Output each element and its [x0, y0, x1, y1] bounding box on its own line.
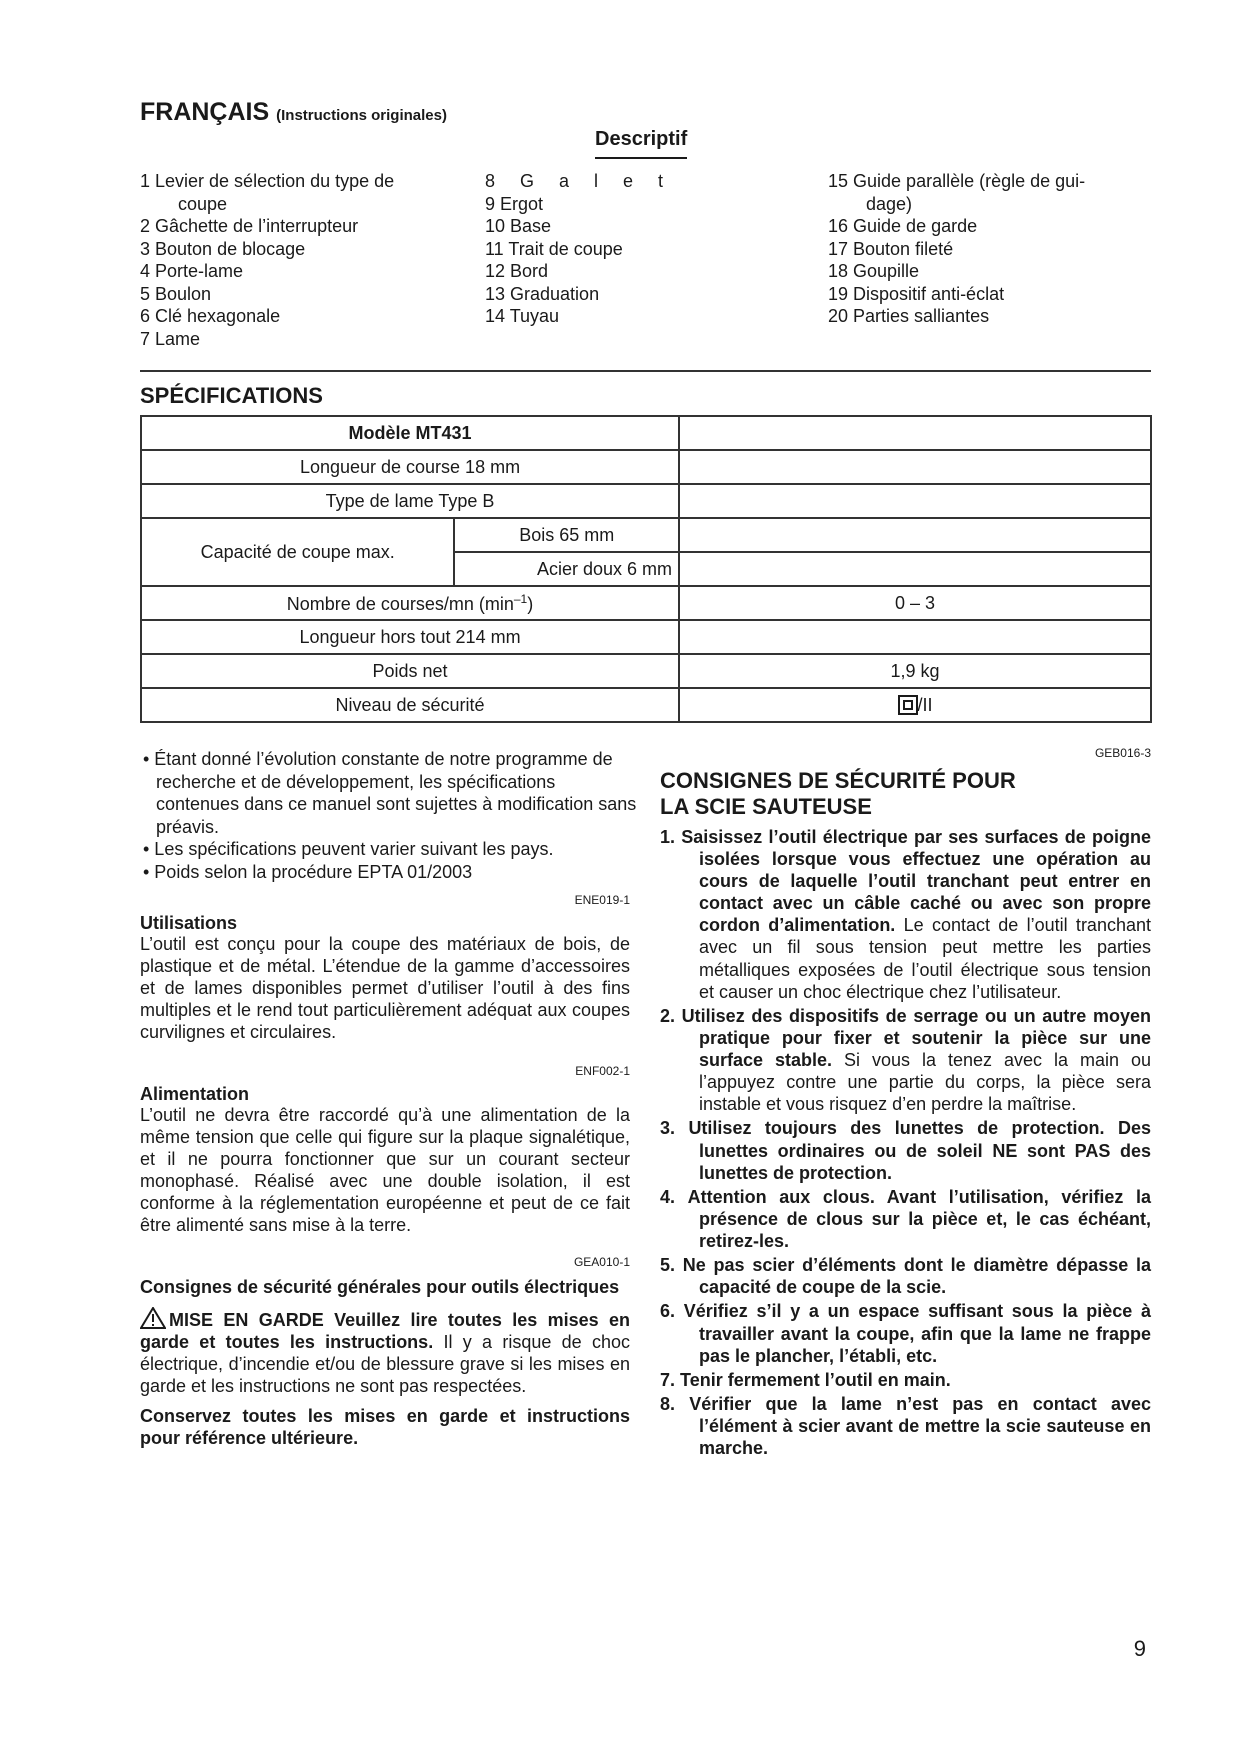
legend-item: 20 Parties salliantes [828, 306, 990, 326]
table-row [141, 484, 1151, 518]
item-number: 4. [660, 1186, 676, 1207]
legend-item: 3 Bouton de blocage [140, 238, 306, 259]
utilisations-section [140, 893, 630, 1044]
spec-note: • Les spécifications peuvent varier suivant les pays. [143, 839, 554, 859]
item-number: 2. [660, 1005, 676, 1026]
general-warning-text: Il y a risque de choc électrique, d’incendie et/ou de blessure grave si les mises en garde et les instructions ne sont pas respectées. [140, 1331, 630, 1396]
spec-weight-value: 1,9 kg [679, 654, 1151, 688]
section-code: ENE019-1 [574, 893, 630, 907]
language-subtitle: (Instructions originales) [276, 107, 447, 124]
consignes-list [660, 826, 1151, 1460]
section-divider [140, 370, 1151, 372]
descriptif-title: Descriptif [595, 128, 687, 159]
spm-label-sup: –1 [513, 591, 528, 606]
spec-spm-label [141, 586, 679, 620]
table-row [141, 654, 1151, 688]
item-text: Le contact de l’outil tranchant avec un fil sous tension peut mettre les parties métalliques exposées de l’outil électrique sous tension et causer un choc électrique chez l’utilisateur. [699, 915, 1151, 1002]
table-row [141, 450, 1151, 484]
item-bold: Ne pas scier d’éléments dont le diamètre dépasse la capacité de coupe de la scie. [682, 1255, 1151, 1298]
item-bold: Utilisez des dispositifs de serrage ou un autre moyen pratique pour fixer et soutenir la pièce sur une surface stable. [681, 1005, 1151, 1071]
spec-weight-label: Poids net [141, 654, 679, 688]
general-keep: Conservez toutes les mises en garde et instructions pour référence ultérieure. [140, 1405, 630, 1448]
spec-model: Modèle MT431 [141, 416, 679, 450]
spec-overall-length: Longueur hors tout 214 mm [141, 620, 679, 654]
page-number: 9 [1133, 1636, 1146, 1661]
item-bold: Vérifier que la lame n’est pas en contact avec l’élément à scier avant de mettre la scie sauteuse en marche. [689, 1393, 1151, 1459]
item-text: Si vous la tenez avec la main ou l’appuyez contre une partie du corps, la pièce sera instable et vous risquez d’en perdre la maîtrise. [699, 1050, 1151, 1115]
specs-title: SPÉCIFICATIONS [140, 383, 323, 408]
language-title: FRANÇAIS [140, 98, 270, 126]
legend-item: 2 Gâchette de l’interrupteur [140, 216, 359, 236]
legend-item: 18 Goupille [828, 261, 920, 281]
list-item [660, 1186, 1151, 1252]
table-row [141, 620, 1151, 654]
table-row [141, 416, 1151, 450]
legend-col-3 [828, 170, 1148, 328]
list-item [660, 1393, 1151, 1459]
spec-note: • Étant donné l’évolution constante de notre programme de recherche et de développement, les spécifications contenues dans ce manuel sont sujettes à modification sans préavis. [143, 749, 637, 837]
spec-spm-value: 0 – 3 [679, 586, 1151, 620]
item-bold: Tenir fermement l’outil en main. [680, 1369, 951, 1390]
specs-table [140, 415, 1152, 723]
item-bold: Saisissez l’outil électrique par ses surfaces de poigne isolées lorsque vous effectuez une opération au cours de laquelle l’outil tranchant peut entrer en contact avec un câble caché ou avec son propre cordon d’alimentation. [681, 826, 1151, 936]
legend-item: 1 Levier de sélection du type de [140, 171, 395, 191]
general-warning [140, 1307, 630, 1398]
section-code: ENF002-1 [575, 1064, 630, 1078]
spec-empty-cell [679, 620, 1151, 654]
spec-empty-cell [679, 552, 1151, 586]
legend-item: 5 Boulon [140, 283, 212, 304]
double-insulation-icon [898, 695, 918, 715]
general-safety-title: Consignes de sécurité générales pour outils électriques [140, 1277, 620, 1297]
legend-item: 7 Lame [140, 328, 201, 349]
table-row [141, 518, 1151, 552]
consignes-title: CONSIGNES DE SÉCURITÉ POUR LA SCIE SAUTEUSE [660, 768, 1016, 820]
legend-item: 15 Guide parallèle (règle de gui- [828, 171, 1086, 191]
spec-notes [140, 748, 640, 883]
spec-blade-type: Type de lame Type B [141, 484, 679, 518]
spec-safety-value: /II [917, 694, 933, 715]
legend-item: 4 Porte-lame [140, 261, 244, 281]
spec-capacity-label: Capacité de coupe max. [141, 518, 454, 586]
spec-empty-cell [679, 416, 1151, 450]
legend-item: 10 Base [485, 216, 552, 236]
utilisations-text: L’outil est conçu pour la coupe des matériaux de bois, de plastique et de métal. L’étendue de la gamme d’accessoires et de lames disponibles permet d’utiliser l’outil à des fins multiples et le rend tout particulièrement adéquat aux coupes curvilignes et circulaires. [140, 934, 630, 1042]
spec-safety-label: Niveau de sécurité [141, 688, 679, 722]
legend-item: 11 Trait de coupe [485, 238, 623, 259]
legend-item: coupe [178, 193, 228, 214]
legend-item: 12 Bord [485, 261, 549, 281]
spm-label-close: ) [527, 593, 534, 614]
item-number: 5. [660, 1255, 676, 1276]
table-row [141, 688, 1151, 722]
item-number: 6. [660, 1301, 676, 1322]
table-row [141, 586, 1151, 620]
language-heading [140, 98, 447, 127]
alimentation-text: L’outil ne devra être raccordé qu’à une alimentation de la même tension que celle qui figure sur la plaque signalétique, et il ne pourra fonctionner que sur un courant secteur monophasé. Réalisé avec une double isolation, il est conforme à la réglementation européenne et peut de ce fait être alimenté sans mise à la terre. [140, 1105, 630, 1235]
legend-item: 16 Guide de garde [828, 216, 978, 236]
item-number: 3. [660, 1118, 676, 1139]
list-item [660, 1005, 1151, 1116]
alimentation-section [140, 1064, 630, 1237]
consignes-section [660, 746, 1151, 1461]
list-item [660, 1254, 1151, 1298]
item-number: 1. [660, 826, 676, 847]
legend-item: 8 G a l e t [485, 171, 664, 191]
item-bold: Vérifiez s’il y a un espace suffisant sous la pièce à travailler avant la coupe, afin que la lame ne frappe pas le plancher, l’établi, etc. [683, 1301, 1151, 1366]
legend-item: 17 Bouton fileté [828, 238, 954, 259]
warning-triangle-icon [140, 1307, 166, 1329]
general-warning-bold: MISE EN GARDE Veuillez lire toutes les mises en garde et toutes les instructions. [140, 1309, 630, 1352]
list-item [660, 1300, 1151, 1366]
general-safety-section [140, 1255, 630, 1450]
item-number: 8. [660, 1393, 676, 1414]
item-bold: Attention aux clous. Avant l’utilisation, vérifiez la présence de clous sur la pièce et, le cas échéant, retirez-les. [687, 1186, 1151, 1252]
alimentation-title: Alimentation [140, 1084, 250, 1104]
legend-item: 9 Ergot [485, 193, 544, 214]
spec-stroke: Longueur de course 18 mm [141, 450, 679, 484]
spm-label-text: Nombre de courses/mn (min [286, 593, 514, 614]
list-item [660, 1369, 1151, 1391]
legend-item: 13 Graduation [485, 283, 600, 304]
spec-empty-cell [679, 518, 1151, 552]
section-code: GEA010-1 [573, 1255, 630, 1269]
section-code: GEB016-3 [1094, 746, 1151, 760]
spec-note: • Poids selon la procédure EPTA 01/2003 [143, 861, 473, 882]
list-item [660, 1117, 1151, 1183]
legend-col-2 [485, 170, 715, 328]
spec-steel: Acier doux 6 mm [454, 552, 679, 586]
spec-empty-cell [679, 450, 1151, 484]
legend-col-1 [140, 170, 460, 350]
list-item [660, 826, 1151, 1003]
spec-wood: Bois 65 mm [454, 518, 679, 552]
legend-item: 6 Clé hexagonale [140, 306, 281, 326]
legend-item: 19 Dispositif anti-éclat [828, 283, 1005, 304]
item-bold: Utilisez toujours des lunettes de protection. Des lunettes ordinaires ou de soleil NE sont PAS des lunettes de protection. [688, 1118, 1151, 1183]
spec-empty-cell [679, 484, 1151, 518]
item-number: 7. [660, 1369, 676, 1390]
utilisations-title: Utilisations [140, 913, 238, 933]
legend-item: 14 Tuyau [485, 306, 560, 326]
spec-safety-value-cell [679, 688, 1151, 722]
legend-item: dage) [866, 193, 913, 214]
